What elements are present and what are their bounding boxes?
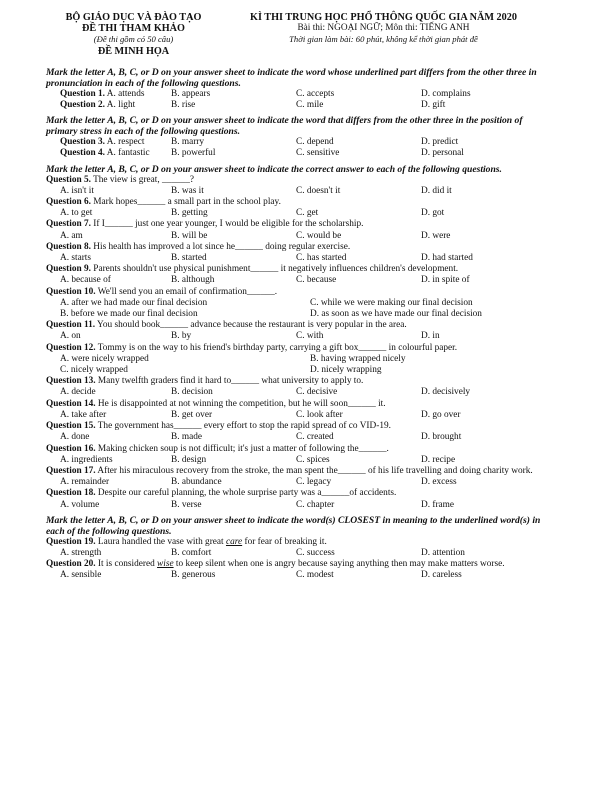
- option-a: A. starts: [60, 253, 91, 264]
- option-c: C. because: [296, 275, 337, 286]
- question-8-stem: [46, 242, 546, 253]
- option-d: D. attention: [421, 547, 465, 558]
- question-12-stem: [46, 343, 546, 354]
- option-c: C. spices: [296, 454, 330, 465]
- option-a: A. were nicely wrapped: [60, 353, 149, 364]
- option-d: D. complains: [421, 88, 471, 99]
- option-c: C. sensitive: [296, 148, 340, 159]
- option-a: A. isn't it: [60, 185, 94, 196]
- question-label: Question 20.: [46, 559, 96, 570]
- question-18-stem: [46, 488, 546, 499]
- question-text: You should book______ advance because the restaurant is very popular in the area.: [95, 320, 407, 331]
- question-label: Question 4.: [60, 148, 105, 159]
- question-12-options: [46, 354, 546, 376]
- option-b: B. comfort: [171, 547, 212, 558]
- option-c: C. decisive: [296, 387, 338, 398]
- question-text-after: for fear of breaking it.: [242, 536, 327, 547]
- option-c: C. while we were making our final decision: [310, 297, 473, 308]
- question-label: Question 9.: [46, 264, 91, 275]
- exam-subtitle: ĐỀ MINH HỌA: [97, 45, 170, 57]
- question-4: [46, 148, 546, 159]
- question-19-options: [46, 548, 546, 559]
- question-label: Question 13.: [46, 376, 96, 387]
- instruction-closest-meaning: Mark the letter A, B, C, or D on your answer sheet to indicate the word(s) CLOSEST in meaning to the underlined word(s) in each of the following questions.: [46, 514, 541, 537]
- question-label: Question 15.: [46, 421, 96, 432]
- option-d: D. personal: [421, 148, 464, 159]
- subject-line: Bài thi: NGOẠI NGỮ; Môn thi: TIẾNG ANH: [297, 23, 470, 34]
- question-8-options: [46, 253, 546, 264]
- question-17-options: [46, 477, 546, 488]
- option-a: A. light: [106, 100, 136, 111]
- question-text: He is disappointed at not winning the competition, but he will soon______ it.: [95, 398, 386, 409]
- option-d: D. had started: [421, 253, 473, 264]
- option-a: A. respect: [106, 137, 145, 148]
- option-b: B. verse: [171, 499, 202, 510]
- option-a: A. remainder: [60, 477, 110, 488]
- question-6-options: [46, 208, 546, 219]
- option-b: B. started: [171, 253, 207, 264]
- option-d: D. frame: [421, 499, 455, 510]
- option-c: C. legacy: [296, 477, 332, 488]
- question-10-stem: [46, 287, 546, 298]
- option-d: D. go over: [421, 409, 461, 420]
- header-right: [221, 12, 546, 57]
- question-1: [46, 89, 546, 100]
- question-text-after: to keep silent when one is angry because saying anything then may make matters worse.: [173, 559, 505, 570]
- option-b: B. appears: [171, 88, 211, 99]
- underlined-word: wise: [157, 559, 174, 570]
- header-left: [46, 12, 221, 57]
- option-a: A. done: [60, 432, 90, 443]
- option-a: A. volume: [60, 499, 100, 510]
- question-text-before: Laura handled the vase with great: [95, 536, 226, 547]
- question-text-before: It is considered: [95, 559, 158, 570]
- question-14-options: [46, 410, 546, 421]
- option-d: D. as soon as we have made our final decision: [310, 309, 482, 320]
- question-20-stem: [46, 559, 546, 570]
- question-text: His health has improved a lot since he______ doing regular exercise.: [90, 241, 351, 252]
- question-13-stem: [46, 376, 546, 387]
- option-b: B. marry: [171, 137, 205, 148]
- option-d: D. got: [421, 208, 445, 219]
- option-b: B. will be: [171, 230, 208, 241]
- question-label: Question 10.: [46, 286, 96, 297]
- question-5-options: [46, 186, 546, 197]
- question-2: [46, 100, 546, 111]
- question-text: Tommy is on the way to his friend's birthday party, carrying a gift box______ in colourful paper.: [95, 342, 458, 353]
- option-a: A. decide: [60, 387, 96, 398]
- option-c: C. get: [296, 208, 319, 219]
- option-d: D. decisively: [421, 387, 471, 398]
- question-17-stem: [46, 466, 546, 477]
- option-d: D. excess: [421, 477, 457, 488]
- option-a: A. after we had made our final decision: [60, 297, 208, 308]
- question-11-options: [46, 331, 546, 342]
- question-5-stem: [46, 175, 546, 186]
- question-text: If I______ just one year younger, I would be eligible for the scholarship.: [90, 219, 364, 230]
- option-c: C. would be: [296, 230, 342, 241]
- option-a: A. ingredients: [60, 454, 113, 465]
- question-text: Despite our careful planning, the whole surprise party was a______of accidents.: [95, 488, 397, 499]
- question-text: Making chicken soup is not difficult; it's just a matter of following the______.: [95, 443, 389, 454]
- question-label: Question 17.: [46, 465, 96, 476]
- question-label: Question 16.: [46, 443, 96, 454]
- option-b: B. was it: [171, 185, 204, 196]
- option-c: C. chapter: [296, 499, 335, 510]
- option-b: B. generous: [171, 570, 216, 581]
- question-20-options: [46, 570, 546, 581]
- question-7-stem: [46, 219, 546, 230]
- option-d: D. gift: [421, 100, 446, 111]
- ministry-name: BỘ GIÁO DỤC VÀ ĐÀO TẠO: [65, 12, 202, 23]
- option-d: D. in: [421, 331, 440, 342]
- question-10-options: [46, 298, 546, 320]
- option-b: B. get over: [171, 409, 213, 420]
- option-a: A. attends: [106, 88, 145, 99]
- question-text: Mark hopes______ a small part in the school play.: [90, 197, 281, 208]
- option-a: A. fantastic: [106, 148, 150, 159]
- question-15-options: [46, 432, 546, 443]
- question-7-options: [46, 231, 546, 242]
- question-label: Question 19.: [46, 536, 96, 547]
- option-a: A. sensible: [60, 570, 102, 581]
- question-18-options: [46, 500, 546, 511]
- option-a: A. strength: [60, 547, 102, 558]
- instruction-pronunciation: Mark the letter A, B, C, or D on your answer sheet to indicate the word whose underlined part differs from the other three in pronunciation in each of the following questions.: [46, 66, 537, 89]
- option-b: B. made: [171, 432, 202, 443]
- option-a: A. to get: [60, 208, 93, 219]
- option-d: D. careless: [421, 570, 462, 581]
- exam-title: KÌ THI TRUNG HỌC PHỔ THÔNG QUỐC GIA NĂM 2020: [250, 12, 517, 23]
- option-d: D. recipe: [421, 454, 456, 465]
- option-b: B. getting: [171, 208, 208, 219]
- time-line: Thời gian làm bài: 60 phút, không kể thời gian phát đề: [289, 34, 478, 45]
- question-13-options: [46, 387, 546, 398]
- question-label: Question 11.: [46, 320, 96, 331]
- option-c: C. depend: [296, 137, 334, 148]
- question-text: The view is great, ______?: [90, 174, 195, 185]
- option-c: C. nicely wrapped: [60, 365, 128, 376]
- question-label: Question 6.: [46, 197, 91, 208]
- question-19-stem: [46, 537, 546, 548]
- question-text: The government has______ every effort to stop the rapid spread of co VID-19.: [95, 421, 391, 432]
- instruction-stress: Mark the letter A, B, C, or D on your answer sheet to indicate the word that differs from the other three in the position of primary stress in each of the following questions.: [46, 115, 523, 138]
- option-d: D. did it: [421, 185, 452, 196]
- option-d: D. were: [421, 230, 451, 241]
- option-a: A. am: [60, 230, 83, 241]
- question-6-stem: [46, 197, 546, 208]
- option-c: C. mile: [296, 100, 324, 111]
- exam-type: ĐỀ THI THAM KHẢO: [82, 23, 185, 35]
- question-3: [46, 137, 546, 148]
- option-b: B. rise: [171, 100, 196, 111]
- option-c: C. success: [296, 547, 335, 558]
- question-label: Question 14.: [46, 398, 96, 409]
- exam-header: [46, 12, 546, 57]
- question-label: Question 2.: [60, 100, 105, 111]
- option-b: B. abundance: [171, 477, 222, 488]
- option-b: B. decision: [171, 387, 213, 398]
- question-label: Question 12.: [46, 342, 96, 353]
- question-label: Question 1.: [60, 88, 105, 99]
- option-d: D. predict: [421, 137, 459, 148]
- option-a: A. because of: [60, 275, 111, 286]
- option-c: C. has started: [296, 253, 347, 264]
- underlined-word: care: [225, 536, 243, 547]
- question-14-stem: [46, 399, 546, 410]
- question-label: Question 18.: [46, 488, 96, 499]
- option-b: B. before we made our final decision: [60, 309, 198, 320]
- question-16-options: [46, 455, 546, 466]
- question-9-options: [46, 275, 546, 286]
- option-b: B. having wrapped nicely: [310, 353, 406, 364]
- question-text: We'll send you an email of confirmation______.: [95, 286, 278, 297]
- option-c: C. created: [296, 432, 334, 443]
- instruction-correct-answer: Mark the letter A, B, C, or D on your answer sheet to indicate the correct answer to each of the following questions.: [46, 163, 502, 175]
- option-b: B. design: [171, 454, 207, 465]
- question-count-note: (Đề thi gồm có 50 câu): [93, 34, 174, 45]
- question-15-stem: [46, 421, 546, 432]
- option-c: C. modest: [296, 570, 334, 581]
- option-d: D. nicely wrapping: [310, 365, 382, 376]
- option-c: C. accepts: [296, 88, 335, 99]
- option-b: B. by: [171, 331, 192, 342]
- question-9-stem: [46, 264, 546, 275]
- question-label: Question 5.: [46, 174, 91, 185]
- question-label: Question 8.: [46, 241, 91, 252]
- option-b: B. although: [171, 275, 215, 286]
- option-d: D. in spite of: [421, 275, 470, 286]
- question-text: Parents shouldn't use physical punishment______ it negatively influences children's development.: [90, 264, 459, 275]
- question-16-stem: [46, 444, 546, 455]
- option-b: B. powerful: [171, 148, 216, 159]
- question-text: Many twelfth graders find it hard to______ what university to apply to.: [95, 376, 364, 387]
- question-text: After his miraculous recovery from the stroke, the man spent the______ of his life travelling and doing charity work.: [95, 465, 533, 476]
- option-c: C. look after: [296, 409, 343, 420]
- option-c: C. doesn't it: [296, 185, 341, 196]
- question-label: Question 3.: [60, 137, 105, 148]
- question-label: Question 7.: [46, 219, 91, 230]
- option-d: D. brought: [421, 432, 462, 443]
- option-a: A. take after: [60, 409, 107, 420]
- option-a: A. on: [60, 331, 81, 342]
- question-11-stem: [46, 320, 546, 331]
- option-c: C. with: [296, 331, 324, 342]
